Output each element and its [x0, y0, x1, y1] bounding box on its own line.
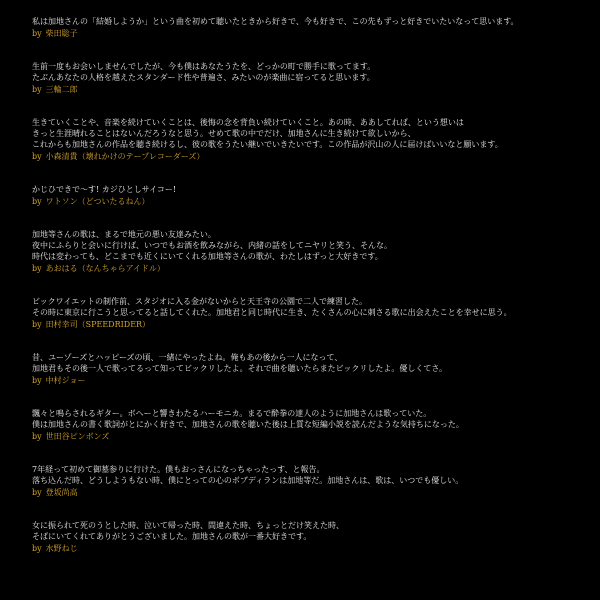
author-name: 世田谷ピンボンズ: [45, 432, 110, 441]
by-label: by: [32, 29, 42, 38]
comment-line: そばにいてくれてありがとうございました。加地さんの歌が一番大好きです。: [32, 532, 312, 541]
comment-text: [32, 520, 582, 542]
comment-text: [32, 16, 582, 27]
comment-line: ビックワイエットの制作前、スタジオに入る金がないからと天王寺の公園で二人で練習した。: [32, 297, 367, 306]
comment-entry: [32, 520, 582, 554]
comment-line: これからも加地さんの作品を聴き続けるし、彼の歌をうたい継いでいきたいです。この作品が沢山の人に届けばいいなと願います。: [32, 140, 503, 149]
by-label: by: [32, 488, 42, 497]
comment-line: かじひできで〜す! カジひとしサイコー!: [32, 185, 177, 194]
comment-author-line: [32, 431, 582, 442]
author-name: 中村ジョー: [45, 376, 86, 385]
comment-author-line: [32, 375, 582, 386]
comment-line: 加地等さんの歌は、まるで地元の悪い友達みたい。: [32, 230, 216, 239]
comment-author-line: [32, 543, 582, 554]
comment-entry: [32, 61, 582, 95]
comment-line: 昔、ユーゾーズとハッピーズの頃、一緒にやったよね。俺もあの後から一人になって、: [32, 353, 343, 362]
comment-entry: [32, 296, 582, 330]
comment-entry: [32, 16, 582, 39]
comment-line: たぶんあなたの人格を越えたスタンダード性や普遍さ、みたいのが楽曲に宿ってると思います。: [32, 73, 375, 82]
comment-line: 飄々と鳴らされるギター。ボヘーと響きわたるハーモニカ。まるで酔拳の達人のように加地さんは歌っていた。: [32, 409, 432, 418]
comment-line: 夜中にふらりと会いに行けば、いつでもお酒を飲みながら、内緒の話をしてニヤリと笑う、そんな。: [32, 241, 392, 250]
author-name: 登坂尚高: [45, 488, 78, 497]
comment-author-line: [32, 151, 582, 162]
comment-entry: [32, 229, 582, 274]
by-label: by: [32, 152, 42, 161]
comment-entry: [32, 184, 582, 207]
comment-entry: [32, 352, 582, 386]
comment-text: [32, 408, 582, 430]
comment-text: [32, 61, 582, 83]
comment-author-line: [32, 319, 582, 330]
by-label: by: [32, 376, 42, 385]
author-name: 柴田聡子: [45, 29, 78, 38]
comment-line: 加地君もその後一人で歌ってるって知ってビックリしたよ。それで曲を聴いたらまたビックリしたよ。優しくてさ。: [32, 364, 448, 373]
by-label: by: [32, 264, 42, 273]
author-name: あおはる（なんちゃらアイドル）: [45, 264, 165, 273]
by-label: by: [32, 432, 42, 441]
by-label: by: [32, 320, 42, 329]
comment-text: [32, 296, 582, 318]
comment-entry: [32, 464, 582, 498]
comment-entry: [32, 117, 582, 162]
comment-line: 生きていくことや、音楽を続けていくことは、後悔の念を背負い続けていくこと。あの時、ああしてれば、という想いは: [32, 118, 464, 127]
comment-text: [32, 229, 582, 262]
comment-author-line: [32, 487, 582, 498]
by-label: by: [32, 85, 42, 94]
comment-text: [32, 352, 582, 374]
comment-line: 私は加地さんの「結婚しようか」という曲を初めて聴いたときから好きで、今も好きで、この先もずっと好きでいたいなって思います。: [32, 17, 519, 26]
comment-author-line: [32, 84, 582, 95]
author-name: 小森清貴（壊れかけのテープレコーダーズ）: [45, 152, 205, 161]
comment-line: きっと生涯晴れることはないんだろうなと思う。せめて歌の中でだけ、加地さんに生き続けて欲しいから、: [32, 129, 416, 138]
author-name: 水野ねじ: [45, 544, 78, 553]
by-label: by: [32, 544, 42, 553]
comment-entry: [32, 408, 582, 442]
comment-text: [32, 117, 582, 150]
comment-line: 7年経って初めて御墓参りに行けた。僕もおっさんになっちゃったっす、と報告。: [32, 465, 325, 474]
comment-text: [32, 464, 582, 486]
author-name: 田村幸司（SPEEDRIDER）: [45, 320, 151, 329]
comment-list: [32, 16, 582, 554]
author-name: ワトソン（どついたるねん）: [45, 197, 150, 206]
comment-line: 時代は変わっても、どこまでも近くにいてくれる加地等さんの歌が、わたしはずっと大好きです。: [32, 252, 383, 261]
comment-author-line: [32, 28, 582, 39]
author-name: 三輪二郎: [45, 85, 78, 94]
comment-line: その時に東京に行こうと思ってると話してくれた。加地君と同じ時代に生き、たくさんの心に刺さる歌に出会えたことを幸せに思う。: [32, 308, 512, 317]
comment-line: 生前一度もお会いしませんでしたが、今も僕はあなたうたを、どっかの町で勝手に歌ってます。: [32, 62, 376, 71]
comment-author-line: [32, 196, 582, 207]
by-label: by: [32, 197, 42, 206]
comment-text: [32, 184, 582, 195]
comment-line: 女に振られて死のうとした時、泣いて帰った時、間違えた時、ちょっとだけ笑えた時、: [32, 521, 344, 530]
comment-line: 僕は加地さんの書く歌詞がとにかく好きで、加地さんの歌を聴いた後は上質な短編小説を読んだような気持ちになった。: [32, 420, 464, 429]
comment-author-line: [32, 263, 582, 274]
comment-line: 落ち込んだ時、どうしようもない時、僕にとっての心のボブディランは加地等だ。加地さんは、歌は、いつでも優しい。: [32, 476, 464, 485]
